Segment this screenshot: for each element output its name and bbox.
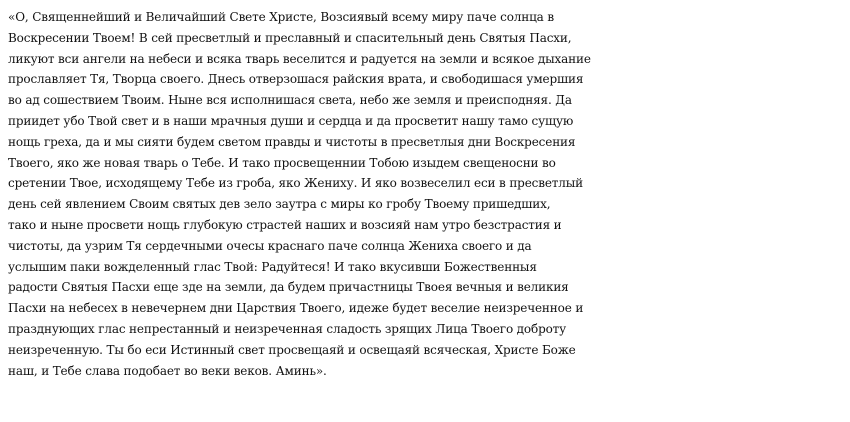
- text-line: чистоты, да узрим Тя сердечными очесы краснаго паче солнца Жениха своего и да: [8, 238, 532, 253]
- text-line: тако и ныне просвети нощь глубокую страстей наших и возсияй нам утро безстрастия и: [8, 217, 562, 232]
- text-line: «О, Священнейший и Величайший Свете Христе, Возсиявый всему миру паче солнца в: [8, 10, 554, 24]
- text-line: наш, и Тебе слава подобает во веки веков. Аминь».: [8, 363, 327, 378]
- prayer-text: [8, 7, 850, 381]
- text-line: сретении Твое, исходящему Тебе из гроба, яко Жениху. И яко возвеселил еси в пресветлый: [8, 176, 583, 191]
- text-line: приидет убо Твой свет и в наши мрачныя души и сердца и да просветит нашу тамо сущую: [8, 113, 574, 128]
- text-line: Пасхи на небесех в невечернем дни Царствия Твоего, идеже будет веселие неизреченное и: [8, 301, 584, 316]
- text-line: празднующих глас непрестанный и неизреченная сладость зрящих Лица Твоего доброту: [8, 321, 567, 336]
- text-line: ликуют вси ангели на небеси и всяка тварь веселится и радуется на земли и всякое дыхание: [8, 51, 591, 66]
- text-line: день сей явлением Своим святых дев зело заутра с миры ко гробу Твоему пришедших,: [8, 197, 551, 212]
- text-line: неизреченную. Ты бо еси Истинный свет просвещаяй и освещаяй всяческая, Христе Боже: [8, 342, 576, 357]
- text-line: радости Святыя Пасхи еще зде на земли, да будем причастницы Твоея вечныя и великия: [8, 280, 569, 295]
- text-line: прославляет Тя, Творца своего. Днесь отверзошася райския врата, и свободишася умершия: [8, 72, 584, 87]
- text-line: нощь греха, да и мы сияти будем светом правды и чистоты в пресветлыя дни Воскресения: [8, 134, 576, 149]
- text-line: услышим паки вожделенный глас Твой: Радуйтеся! И тако вкусивши Божественныя: [8, 259, 537, 274]
- text-line: Твоего, яко же новая тварь о Тебе. И тако просвещеннии Тобою изыдем свещеносни во: [8, 155, 556, 170]
- text-line: во ад сошествием Твоим. Ныне вся исполнишася света, небо же земля и преисподняя. Да: [8, 93, 572, 108]
- text-line: Воскресении Твоем! В сей пресветлый и преславный и спасительный день Святыя Пасхи,: [8, 30, 572, 45]
